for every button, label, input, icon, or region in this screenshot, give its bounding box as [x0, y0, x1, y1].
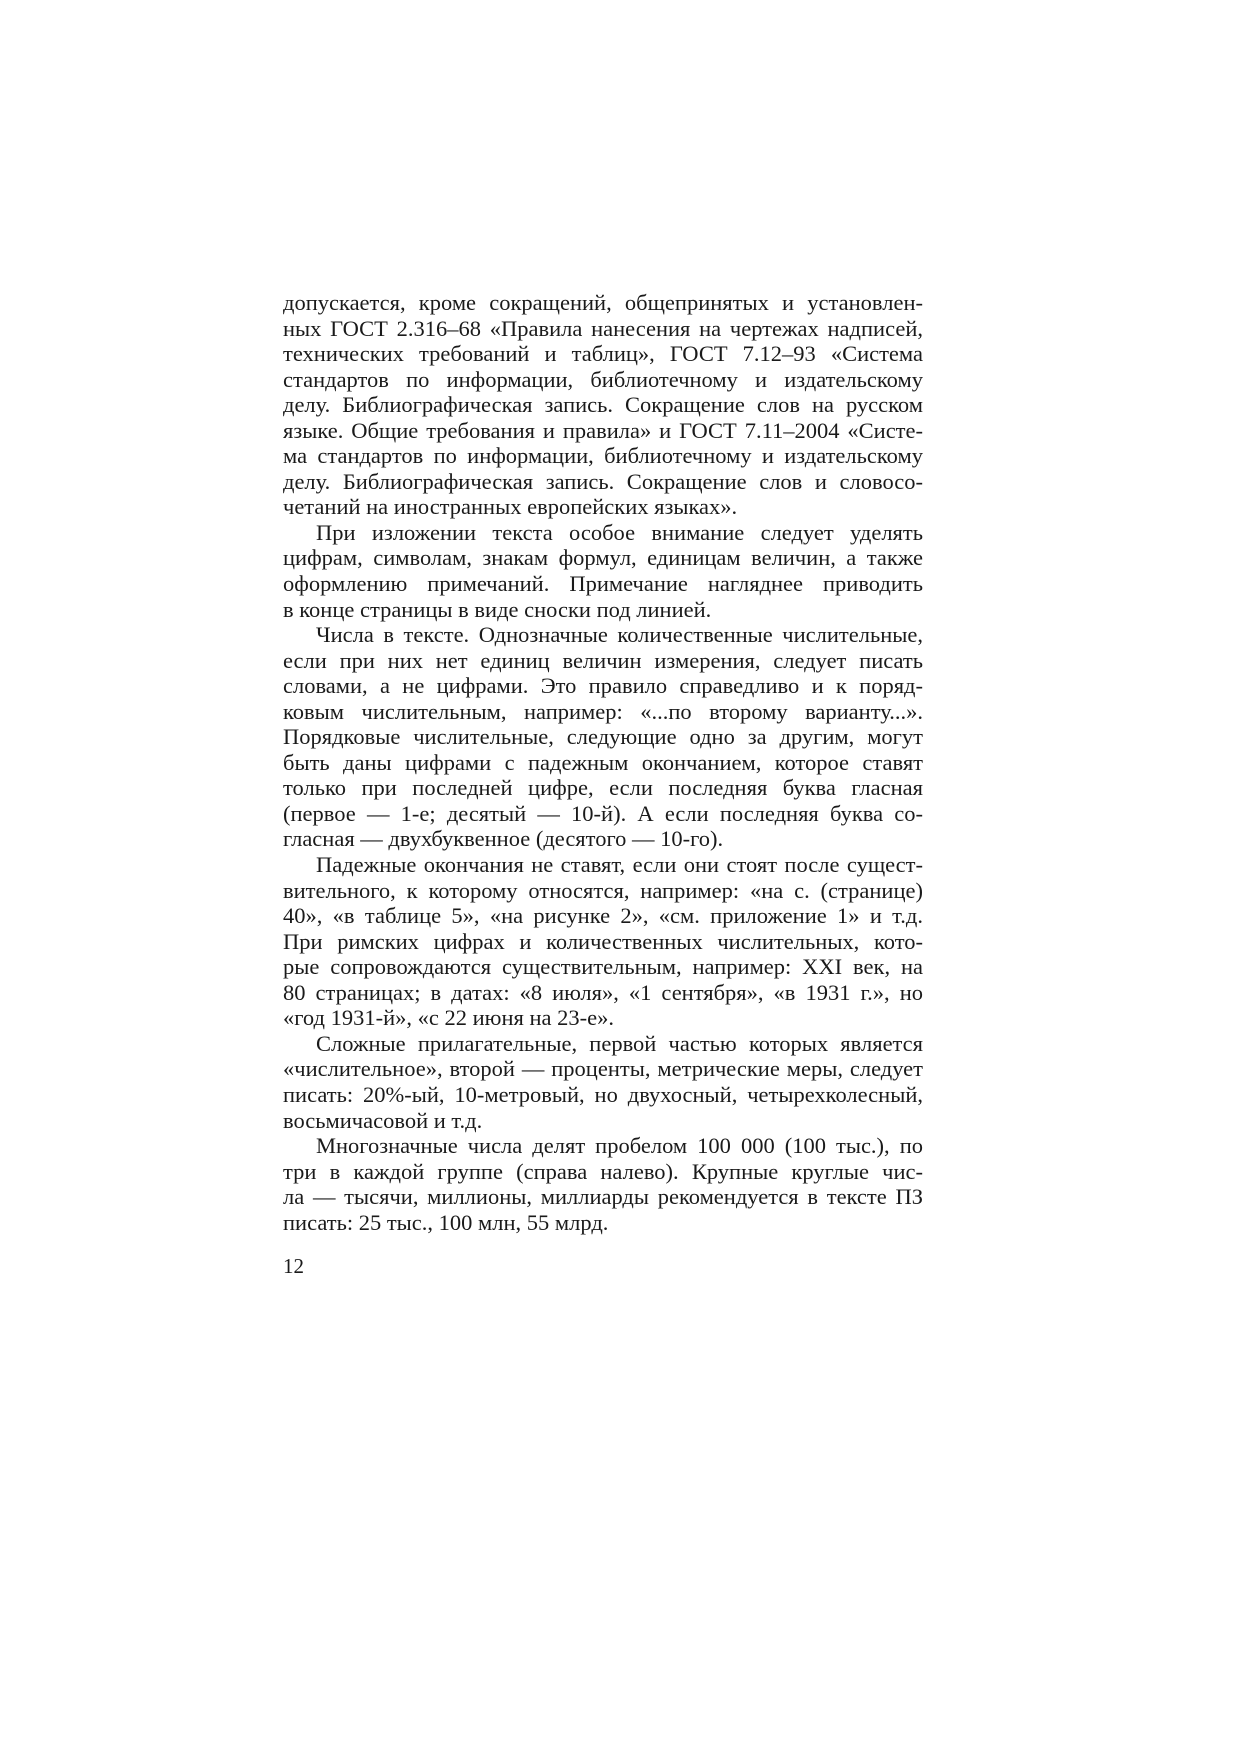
- paragraph: [283, 622, 923, 852]
- text-line: писать: 20%-ый, 10-метровый, но двухосный, четырехколесный,: [283, 1081, 923, 1107]
- text-line: Падежные окончания не ставят, если они стоят после сущест-: [316, 852, 923, 878]
- text-line: рые сопровождаются существительным, например: XXI век, на: [283, 954, 923, 980]
- paragraph: [283, 852, 923, 1031]
- text-line: «год 1931-й», «с 22 июня на 23-е».: [283, 1005, 614, 1031]
- text-line: делу. Библиографическая запись. Сокращение слов на русском: [283, 392, 923, 418]
- text-line: При изложении текста особое внимание следует уделять: [316, 519, 923, 545]
- text-line: быть даны цифрами с падежным окончанием, которое ставят: [283, 749, 923, 775]
- paragraph: [283, 1133, 923, 1235]
- text-line: в конце страницы в виде сноски под линией.: [283, 596, 712, 622]
- text-line: языке. Общие требования и правила» и ГОСТ 7.11–2004 «Систе-: [283, 417, 923, 443]
- text-line: «числительное», второй — проценты, метрические меры, следует: [283, 1056, 923, 1082]
- text-line: ла — тысячи, миллионы, миллиарды рекомендуется в тексте ПЗ: [283, 1184, 923, 1210]
- text-line: вительного, к которому относятся, например: «на с. (странице): [283, 877, 923, 903]
- text-line: если при них нет единиц величин измерения, следует писать: [283, 647, 923, 673]
- text-line: три в каждой группе (справа налево). Крупные круглые чис-: [283, 1158, 923, 1184]
- paragraph: [283, 520, 923, 622]
- paragraph: [283, 290, 923, 520]
- text-line: ма стандартов по информации, библиотечному и издательскому: [283, 443, 923, 469]
- text-line: 40», «в таблице 5», «на рисунке 2», «см. приложение 1» и т.д.: [283, 903, 923, 929]
- text-line: Многозначные числа делят пробелом 100 000 (100 тыс.), по: [316, 1133, 923, 1159]
- text-line: ных ГОСТ 2.316–68 «Правила нанесения на чертежах надписей,: [283, 315, 923, 341]
- text-line: цифрам, символам, знакам формул, единицам величин, а также: [283, 545, 923, 571]
- text-line: Сложные прилагательные, первой частью которых является: [316, 1030, 923, 1056]
- text-line: делу. Библиографическая запись. Сокращение слов и словосо-: [283, 468, 923, 494]
- text-line: только при последней цифре, если последняя буква гласная: [283, 775, 923, 801]
- text-line: четаний на иностранных европейских языках».: [283, 494, 738, 520]
- text-line: 80 страницах; в датах: «8 июля», «1 сентября», «в 1931 г.», но: [283, 979, 923, 1005]
- text-line: Числа в тексте. Однозначные количественные числительные,: [316, 622, 923, 648]
- text-line: восьмичасовой и т.д.: [283, 1107, 483, 1133]
- text-line: ковым числительным, например: «...по второму варианту...».: [283, 698, 923, 724]
- paragraph: [283, 1031, 923, 1133]
- text-line: При римских цифрах и количественных числительных, кото-: [283, 928, 923, 954]
- text-line: гласная — двухбуквенное (десятого — 10-го).: [283, 826, 724, 852]
- text-line: (первое — 1-е; десятый — 10-й). А если последняя буква со-: [283, 800, 923, 826]
- text-line: Порядковые числительные, следующие одно за другим, могут: [283, 724, 923, 750]
- text-line: словами, а не цифрами. Это правило справедливо и к поряд-: [283, 673, 923, 699]
- body-text: [283, 290, 923, 1235]
- text-line: оформлению примечаний. Примечание нагляднее приводить: [283, 571, 923, 597]
- page-number: 12: [283, 1254, 304, 1278]
- text-line: технических требований и таблиц», ГОСТ 7.12–93 «Система: [283, 341, 923, 367]
- text-line: писать: 25 тыс., 100 млн, 55 млрд.: [283, 1209, 609, 1235]
- text-line: стандартов по информации, библиотечному и издательскому: [283, 366, 923, 392]
- text-line: допускается, кроме сокращений, общепринятых и установлен-: [283, 290, 923, 315]
